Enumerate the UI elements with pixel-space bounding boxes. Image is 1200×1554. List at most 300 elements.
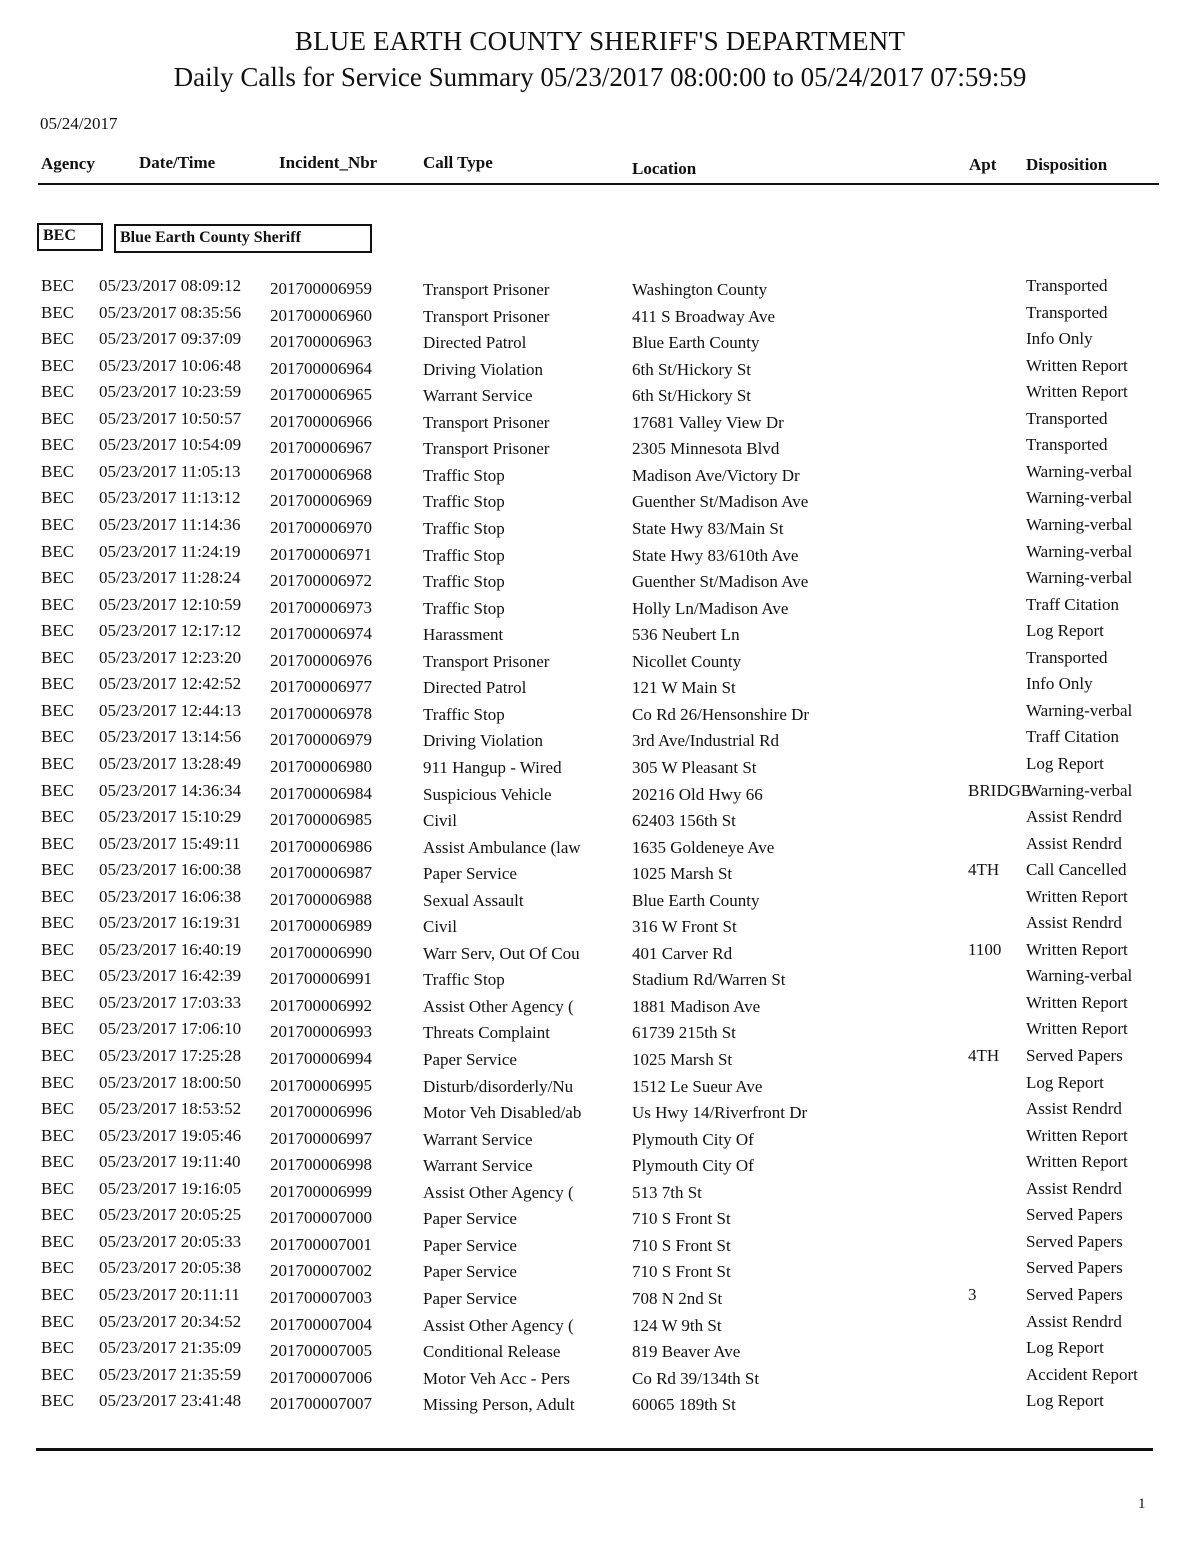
table-row	[0, 276, 1200, 302]
cell-datetime: 05/23/2017 13:14:56	[99, 727, 242, 747]
cell-incident: 201700006994	[270, 1049, 372, 1068]
cell-incident: 201700006991	[270, 969, 372, 989]
cell-incident: 201700007007	[270, 1394, 372, 1414]
cell-disposition: Log Report	[1026, 1072, 1104, 1092]
cell-call-type: Paper Service	[423, 1209, 517, 1229]
table-row	[0, 966, 1200, 992]
cell-call-type: Threats Complaint	[423, 1023, 551, 1043]
cell-call-type: Traffic Stop	[423, 545, 505, 565]
table-row	[0, 595, 1200, 621]
report-title: BLUE EARTH COUNTY SHERIFF'S DEPARTMENT	[294, 26, 906, 56]
cell-call-type: Directed Patrol	[423, 678, 527, 698]
cell-disposition: Log Report	[1026, 621, 1104, 641]
cell-location: 61739 215th St	[632, 1023, 736, 1043]
cell-location: Guenther St/Madison Ave	[632, 572, 809, 591]
cell-incident: 201700006977	[270, 677, 372, 697]
cell-datetime: 05/23/2017 15:10:29	[99, 807, 242, 826]
cell-location: 6th St/Hickory St	[632, 359, 752, 379]
cell-call-type: Transport Prisoner	[423, 651, 550, 671]
cell-agency: BEC	[41, 1046, 75, 1065]
cell-disposition: Assist Rendrd	[1026, 833, 1122, 853]
cell-datetime: 05/23/2017 10:06:48	[99, 355, 242, 375]
cell-call-type: Civil	[423, 811, 458, 830]
cell-location: 1881 Madison Ave	[632, 996, 761, 1016]
cell-incident: 201700006970	[270, 518, 372, 537]
cell-disposition: Written Report	[1026, 886, 1128, 906]
cell-agency: BEC	[41, 541, 75, 561]
table-row	[0, 462, 1200, 488]
cell-agency: BEC	[41, 355, 75, 375]
table-row	[0, 329, 1200, 355]
table-row	[0, 1232, 1200, 1258]
cell-agency: BEC	[41, 1205, 75, 1225]
cell-location: Blue Earth County	[632, 333, 760, 353]
cell-datetime: 05/23/2017 19:11:40	[99, 1152, 241, 1172]
report-subtitle: Daily Calls for Service Summary 05/23/2017 08:00:00 to 05/24/2017 07:59:59	[173, 62, 1027, 92]
cell-call-type: Paper Service	[423, 1235, 517, 1255]
cell-call-type: Sexual Assault	[423, 890, 524, 910]
cell-agency: BEC	[41, 1391, 75, 1411]
cell-call-type: Directed Patrol	[423, 333, 527, 353]
cell-incident: 201700006979	[270, 730, 372, 750]
cell-incident: 201700006965	[270, 385, 372, 405]
cell-disposition: Transported	[1026, 435, 1108, 455]
cell-incident: 201700006966	[270, 411, 372, 431]
cell-datetime: 05/23/2017 12:10:59	[99, 594, 242, 614]
cell-location: 6th St/Hickory St	[632, 386, 752, 406]
cell-location: 316 W Front St	[632, 917, 737, 937]
cell-agency: BEC	[41, 1019, 75, 1039]
cell-disposition: Traff Citation	[1026, 727, 1120, 747]
cell-disposition: Assist Rendrd	[1026, 1099, 1122, 1119]
cell-disposition: Transported	[1026, 276, 1108, 295]
cell-disposition: Log Report	[1026, 1338, 1104, 1357]
cell-disposition: Log Report	[1026, 753, 1104, 773]
cell-location: Plymouth City Of	[632, 1129, 754, 1149]
cell-agency: BEC	[41, 461, 75, 481]
cell-agency: BEC	[41, 1072, 75, 1092]
cell-incident: 201700006998	[270, 1155, 372, 1175]
table-row	[0, 488, 1200, 514]
cell-incident: 201700007002	[270, 1261, 372, 1281]
cell-agency: BEC	[41, 992, 75, 1012]
cell-disposition: Written Report	[1026, 355, 1128, 375]
cell-datetime: 05/23/2017 20:34:52	[99, 1311, 242, 1331]
cell-disposition: Warning-verbal	[1026, 488, 1133, 508]
cell-datetime: 05/23/2017 10:50:57	[99, 408, 242, 428]
cell-call-type: Disturb/disorderly/Nu	[423, 1076, 574, 1096]
cell-datetime: 05/23/2017 11:05:13	[99, 461, 241, 481]
table-row	[0, 701, 1200, 727]
cell-agency: BEC	[41, 382, 75, 402]
cell-incident: 201700006996	[270, 1102, 372, 1122]
cell-incident: 201700007005	[270, 1341, 372, 1360]
cell-datetime: 05/23/2017 19:16:05	[99, 1178, 242, 1198]
column-header-apt: Apt	[969, 155, 997, 174]
cell-incident: 201700007003	[270, 1287, 372, 1307]
cell-agency: BEC	[41, 1152, 75, 1172]
cell-disposition: Transported	[1026, 647, 1108, 667]
cell-incident: 201700006972	[270, 571, 372, 590]
cell-agency: BEC	[41, 302, 75, 322]
table-row	[0, 648, 1200, 674]
column-header-location: Location	[632, 159, 697, 178]
table-row	[0, 435, 1200, 461]
table-row	[0, 568, 1200, 594]
cell-location: 710 S Front St	[632, 1235, 731, 1255]
cell-call-type: Harassment	[423, 625, 504, 645]
table-row	[0, 913, 1200, 939]
cell-datetime: 05/23/2017 08:35:56	[99, 302, 242, 322]
cell-call-type: Traffic Stop	[423, 598, 505, 618]
cell-agency: BEC	[41, 833, 75, 853]
table-row	[0, 1019, 1200, 1045]
cell-incident: 201700006999	[270, 1181, 372, 1201]
cell-disposition: Served Papers	[1026, 1231, 1123, 1251]
cell-datetime: 05/23/2017 17:25:28	[99, 1046, 242, 1065]
cell-datetime: 05/23/2017 12:23:20	[99, 647, 242, 667]
cell-datetime: 05/23/2017 20:05:38	[99, 1258, 242, 1278]
cell-agency: BEC	[41, 700, 75, 720]
cell-location: 62403 156th St	[632, 811, 736, 830]
cell-agency: BEC	[41, 1338, 75, 1357]
cell-location: 513 7th St	[632, 1182, 702, 1202]
cell-datetime: 05/23/2017 15:49:11	[99, 833, 241, 853]
table-row	[0, 1179, 1200, 1205]
cell-datetime: 05/23/2017 14:36:34	[99, 780, 242, 800]
header-divider	[38, 183, 1159, 185]
cell-incident: 201700006978	[270, 703, 372, 723]
table-row	[0, 1099, 1200, 1125]
cell-datetime: 05/23/2017 12:42:52	[99, 674, 242, 694]
cell-agency: BEC	[41, 435, 75, 455]
cell-apt: 4TH	[968, 860, 1000, 880]
cell-agency: BEC	[41, 966, 75, 986]
cell-location: Stadium Rd/Warren St	[632, 970, 786, 990]
cell-datetime: 05/23/2017 11:24:19	[99, 541, 241, 561]
table-row	[0, 542, 1200, 568]
cell-agency: BEC	[41, 408, 75, 428]
cell-datetime: 05/23/2017 16:19:31	[99, 913, 242, 933]
cell-disposition: Written Report	[1026, 992, 1128, 1012]
column-header-datetime: Date/Time	[139, 153, 216, 172]
table-row	[0, 781, 1200, 807]
cell-location: 708 N 2nd St	[632, 1288, 723, 1308]
cell-call-type: Traffic Stop	[423, 492, 505, 512]
cell-location: 60065 189th St	[632, 1395, 736, 1415]
cell-disposition: Accident Report	[1026, 1364, 1138, 1384]
cell-datetime: 05/23/2017 23:41:48	[99, 1391, 242, 1411]
table-row	[0, 1152, 1200, 1178]
cell-disposition: Log Report	[1026, 1391, 1104, 1411]
cell-call-type: Warrant Service	[423, 1156, 533, 1176]
cell-location: Washington County	[632, 280, 768, 299]
cell-disposition: Written Report	[1026, 1152, 1128, 1172]
page-number: 1	[1138, 1496, 1146, 1512]
cell-call-type: Traffic Stop	[423, 704, 505, 724]
cell-disposition: Info Only	[1026, 674, 1093, 694]
cell-call-type: Missing Person, Adult	[423, 1395, 575, 1415]
table-row	[0, 754, 1200, 780]
cell-incident: 201700006995	[270, 1075, 372, 1095]
cell-datetime: 05/23/2017 21:35:59	[99, 1364, 242, 1384]
table-row	[0, 1205, 1200, 1231]
cell-agency: BEC	[41, 860, 75, 880]
cell-disposition: Warning-verbal	[1026, 700, 1133, 720]
cell-datetime: 05/23/2017 16:40:19	[99, 939, 242, 959]
cell-agency: BEC	[41, 329, 75, 349]
cell-disposition: Warning-verbal	[1026, 568, 1133, 587]
cell-call-type: Suspicious Vehicle	[423, 784, 552, 804]
cell-location: 1635 Goldeneye Ave	[632, 837, 775, 857]
cell-disposition: Info Only	[1026, 329, 1093, 349]
cell-disposition: Served Papers	[1026, 1046, 1123, 1065]
table-row	[0, 1046, 1200, 1072]
cell-datetime: 05/23/2017 08:09:12	[99, 276, 242, 295]
cell-incident: 201700006988	[270, 889, 372, 909]
cell-incident: 201700006986	[270, 836, 372, 856]
cell-location: 124 W 9th St	[632, 1315, 722, 1335]
cell-call-type: Paper Service	[423, 864, 517, 884]
cell-disposition: Served Papers	[1026, 1258, 1123, 1278]
cell-incident: 201700006963	[270, 332, 372, 352]
cell-incident: 201700006969	[270, 491, 372, 511]
cell-call-type: Transport Prisoner	[423, 412, 550, 432]
column-header-incident: Incident_Nbr	[279, 153, 378, 172]
table-row	[0, 727, 1200, 753]
cell-disposition: Warning-verbal	[1026, 966, 1133, 986]
cell-call-type: Paper Service	[423, 1288, 517, 1308]
table-row	[0, 1338, 1200, 1364]
cell-location: 536 Neubert Ln	[632, 625, 740, 645]
cell-location: 411 S Broadway Ave	[632, 306, 776, 326]
table-row	[0, 993, 1200, 1019]
cell-disposition: Written Report	[1026, 1019, 1128, 1039]
cell-datetime: 05/23/2017 09:37:09	[99, 329, 242, 349]
cell-agency: BEC	[41, 780, 75, 800]
cell-agency: BEC	[41, 1125, 75, 1145]
cell-apt: 4TH	[968, 1046, 1000, 1065]
cell-location: 121 W Main St	[632, 678, 736, 698]
cell-call-type: Transport Prisoner	[423, 306, 550, 326]
cell-incident: 201700006976	[270, 650, 372, 670]
cell-location: 1025 Marsh St	[632, 1050, 733, 1069]
cell-disposition: Assist Rendrd	[1026, 807, 1122, 826]
cell-incident: 201700006973	[270, 597, 372, 617]
cell-agency: BEC	[41, 1258, 75, 1278]
cell-datetime: 05/23/2017 20:05:25	[99, 1205, 242, 1225]
cell-disposition: Assist Rendrd	[1026, 1311, 1122, 1331]
cell-incident: 201700007000	[270, 1208, 372, 1228]
table-row	[0, 382, 1200, 408]
cell-incident: 201700006967	[270, 438, 372, 458]
cell-agency: BEC	[41, 276, 75, 295]
cell-disposition: Written Report	[1026, 939, 1128, 959]
cell-datetime: 05/23/2017 12:44:13	[99, 700, 242, 720]
cell-incident: 201700006987	[270, 863, 372, 883]
cell-incident: 201700007004	[270, 1314, 372, 1334]
cell-call-type: Assist Other Agency (	[423, 1315, 574, 1335]
cell-call-type: Conditional Release	[423, 1342, 561, 1361]
cell-incident: 201700006980	[270, 756, 372, 776]
table-row	[0, 303, 1200, 329]
cell-call-type: Traffic Stop	[423, 970, 505, 990]
cell-agency: BEC	[41, 568, 75, 587]
cell-disposition: Written Report	[1026, 1125, 1128, 1145]
cell-call-type: Warr Serv, Out Of Cou	[423, 943, 580, 963]
table-row	[0, 1126, 1200, 1152]
cell-agency: BEC	[41, 913, 75, 933]
cell-datetime: 05/23/2017 20:11:11	[99, 1284, 240, 1304]
table-row	[0, 621, 1200, 647]
cell-disposition: Warning-verbal	[1026, 461, 1133, 481]
cell-datetime: 05/23/2017 13:28:49	[99, 753, 242, 773]
cell-disposition: Call Cancelled	[1026, 860, 1127, 880]
cell-agency: BEC	[41, 674, 75, 694]
cell-agency: BEC	[41, 515, 75, 534]
table-row	[0, 1365, 1200, 1391]
cell-incident: 201700007001	[270, 1234, 372, 1254]
cell-agency: BEC	[41, 1364, 75, 1384]
cell-location: 819 Beaver Ave	[632, 1342, 741, 1361]
cell-disposition: Traff Citation	[1026, 594, 1120, 614]
cell-incident: 201700006959	[270, 279, 372, 298]
cell-incident: 201700006960	[270, 305, 372, 325]
cell-incident: 201700006971	[270, 544, 372, 564]
table-row	[0, 515, 1200, 541]
cell-disposition: Warning-verbal	[1026, 780, 1133, 800]
cell-datetime: 05/23/2017 11:13:12	[99, 488, 241, 508]
cell-call-type: Driving Violation	[423, 731, 544, 751]
cell-location: 1512 Le Sueur Ave	[632, 1076, 763, 1096]
cell-datetime: 05/23/2017 11:28:24	[99, 568, 241, 587]
cell-call-type: Assist Ambulance (law	[423, 837, 581, 857]
cell-disposition: Served Papers	[1026, 1205, 1123, 1225]
cell-agency: BEC	[41, 753, 75, 773]
cell-location: 1025 Marsh St	[632, 864, 733, 884]
cell-location: Plymouth City Of	[632, 1156, 754, 1176]
cell-disposition: Transported	[1026, 408, 1108, 428]
cell-call-type: Assist Other Agency (	[423, 1182, 574, 1202]
cell-datetime: 05/23/2017 16:42:39	[99, 966, 242, 986]
cell-call-type: Motor Veh Acc - Pers	[423, 1368, 570, 1388]
cell-datetime: 05/23/2017 16:06:38	[99, 886, 242, 906]
cell-call-type: 911 Hangup - Wired	[423, 757, 562, 777]
cell-disposition: Served Papers	[1026, 1284, 1123, 1304]
column-header-disposition: Disposition	[1026, 155, 1108, 174]
cell-incident: 201700006974	[270, 624, 372, 644]
cell-incident: 201700007006	[270, 1367, 372, 1387]
cell-location: 710 S Front St	[632, 1262, 731, 1282]
table-row	[0, 674, 1200, 700]
cell-agency: BEC	[41, 939, 75, 959]
agency-code-box: BEC	[37, 223, 103, 251]
cell-location: Madison Ave/Victory Dr	[632, 465, 800, 485]
table-row	[0, 1312, 1200, 1338]
cell-location: 305 W Pleasant St	[632, 757, 757, 777]
column-header-call-type: Call Type	[423, 153, 493, 172]
cell-apt: BRIDGE	[968, 780, 1032, 800]
cell-incident: 201700006997	[270, 1128, 372, 1148]
cell-location: Holly Ln/Madison Ave	[632, 598, 789, 618]
cell-apt: 1100	[968, 939, 1002, 959]
cell-call-type: Traffic Stop	[423, 519, 505, 538]
cell-incident: 201700006964	[270, 358, 372, 378]
cell-agency: BEC	[41, 807, 75, 826]
table-row	[0, 940, 1200, 966]
report-date: 05/24/2017	[40, 114, 118, 133]
cell-agency: BEC	[41, 1284, 75, 1304]
cell-incident: 201700006993	[270, 1022, 372, 1042]
cell-disposition: Written Report	[1026, 382, 1128, 402]
cell-agency: BEC	[41, 621, 75, 641]
table-row	[0, 1258, 1200, 1284]
cell-disposition: Warning-verbal	[1026, 541, 1133, 561]
cell-agency: BEC	[41, 1231, 75, 1251]
cell-location: 3rd Ave/Industrial Rd	[632, 731, 779, 751]
cell-call-type: Traffic Stop	[423, 465, 505, 485]
cell-location: Us Hwy 14/Riverfront Dr	[632, 1103, 808, 1123]
cell-datetime: 05/23/2017 20:05:33	[99, 1231, 242, 1251]
cell-apt: 3	[968, 1284, 977, 1304]
cell-call-type: Traffic Stop	[423, 572, 505, 591]
table-row	[0, 860, 1200, 886]
cell-datetime: 05/23/2017 11:14:36	[99, 515, 241, 534]
footer-divider	[36, 1448, 1153, 1451]
table-row	[0, 834, 1200, 860]
cell-datetime: 05/23/2017 17:06:10	[99, 1019, 242, 1039]
cell-agency: BEC	[41, 1311, 75, 1331]
cell-incident: 201700006992	[270, 995, 372, 1015]
cell-location: State Hwy 83/Main St	[632, 519, 784, 538]
table-row	[0, 409, 1200, 435]
cell-call-type: Driving Violation	[423, 359, 544, 379]
cell-datetime: 05/23/2017 18:00:50	[99, 1072, 242, 1092]
cell-datetime: 05/23/2017 16:00:38	[99, 860, 242, 880]
cell-agency: BEC	[41, 886, 75, 906]
cell-location: Guenther St/Madison Ave	[632, 492, 809, 512]
cell-call-type: Assist Other Agency (	[423, 996, 574, 1016]
table-row	[0, 356, 1200, 382]
cell-call-type: Civil	[423, 917, 458, 937]
cell-datetime: 05/23/2017 10:54:09	[99, 435, 242, 455]
cell-incident: 201700006968	[270, 464, 372, 484]
cell-call-type: Transport Prisoner	[423, 439, 550, 459]
agency-name-box: Blue Earth County Sheriff	[114, 224, 372, 253]
column-header-agency: Agency	[41, 154, 95, 173]
cell-agency: BEC	[41, 1178, 75, 1198]
cell-agency: BEC	[41, 594, 75, 614]
cell-disposition: Warning-verbal	[1026, 515, 1133, 534]
cell-call-type: Warrant Service	[423, 386, 533, 406]
cell-datetime: 05/23/2017 12:17:12	[99, 621, 242, 641]
cell-incident: 201700006984	[270, 783, 372, 803]
cell-incident: 201700006985	[270, 810, 372, 829]
table-row	[0, 887, 1200, 913]
cell-location: 17681 Valley View Dr	[632, 412, 784, 432]
cell-agency: BEC	[41, 647, 75, 667]
cell-location: 401 Carver Rd	[632, 943, 733, 963]
cell-agency: BEC	[41, 488, 75, 508]
cell-incident: 201700006989	[270, 916, 372, 936]
cell-agency: BEC	[41, 1099, 75, 1119]
cell-datetime: 05/23/2017 21:35:09	[99, 1338, 242, 1357]
cell-datetime: 05/23/2017 18:53:52	[99, 1099, 242, 1119]
cell-incident: 201700006990	[270, 942, 372, 962]
cell-location: Blue Earth County	[632, 890, 760, 910]
cell-location: Co Rd 26/Hensonshire Dr	[632, 704, 810, 724]
cell-location: Co Rd 39/134th St	[632, 1368, 760, 1388]
